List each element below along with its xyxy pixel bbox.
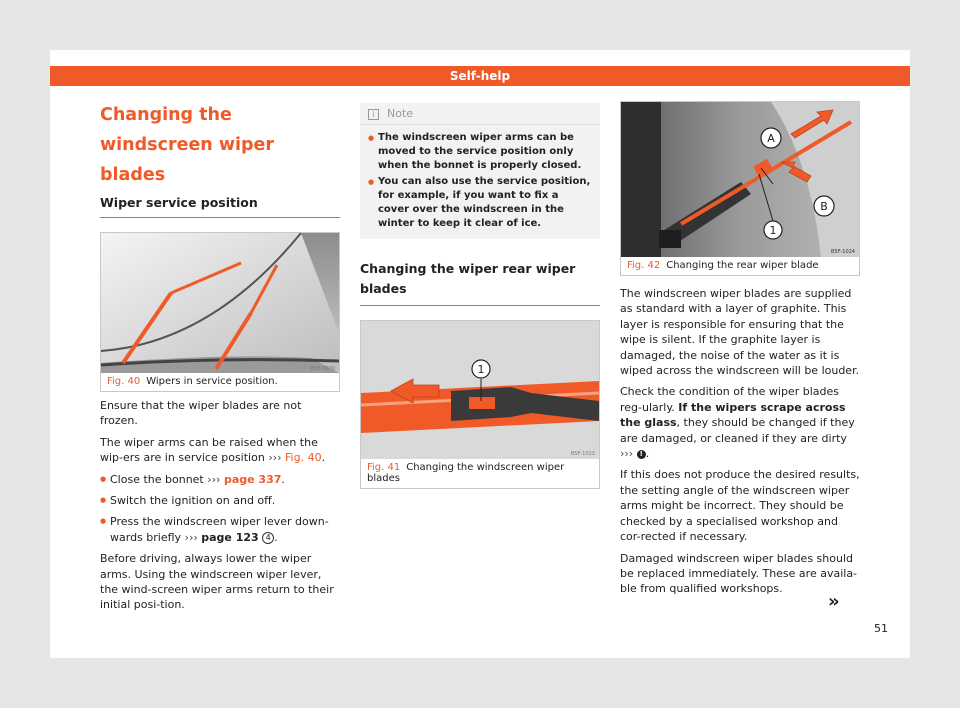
paragraph: The wiper arms can be raised when the wip-ers are in service position ››› Fig. 40. [100, 435, 326, 465]
blade-release-tab [469, 397, 495, 409]
note-box [360, 103, 600, 239]
page-title: Changing the windscreen wiper blades [100, 105, 275, 185]
section-header: Self-help [50, 66, 910, 86]
figure-caption: Fig. 42 Changing the rear wiper blade [621, 257, 859, 275]
paragraph: The windscreen wiper blades are supplied as standard with a layer of graphite. This layer is responsible for ensuring that the wipe is silent. If the graphite layer is damaged, the noise of the water as it is wiped across the windscreen will be louder. [620, 287, 860, 378]
figure-caption: Fig. 41 Changing the windscreen wiper blades [361, 459, 599, 488]
figure-40 [100, 232, 340, 392]
svg-text:B: B [820, 200, 828, 213]
info-icon: i [368, 109, 379, 120]
svg-text:A: A [767, 132, 775, 145]
warning-icon[interactable]: ! [637, 450, 646, 459]
list-item: ● Switch the ignition on and off. [100, 493, 340, 508]
subsection-title: Wiper service position [100, 194, 340, 218]
figure-code: B5F-0970 [310, 366, 335, 372]
page-number: 51 [874, 622, 888, 635]
figure-code: B5F-1023 [570, 451, 595, 457]
column-1 [100, 98, 340, 613]
wiper-service-illustration [101, 233, 339, 373]
continued-mark: » [828, 591, 840, 612]
svg-text:1: 1 [477, 363, 485, 376]
page-link[interactable]: page 337 [223, 472, 282, 486]
page-link[interactable]: page 123 [201, 530, 259, 544]
control-number-badge: 4 [262, 532, 274, 544]
cross-ref-arrow: ››› [268, 451, 282, 465]
section-title: Changing the wiper rear wiper blades [360, 259, 600, 306]
paragraph: If this does not produce the desired results, the setting angle of the windscreen wiper arms might be incorrect. They should be checked by a specialised workshop and cor-rected if necessary. [620, 468, 860, 544]
column-3 [620, 98, 860, 597]
note-item: ● The windscreen wiper arms can be moved to the service position only when the bonnet is properly closed. [368, 131, 592, 173]
paragraph: Ensure that the wiper blades are not frozen. [100, 399, 302, 428]
cross-ref-arrow: ››› [620, 447, 634, 461]
figure-41 [360, 320, 600, 489]
rear-wiper-illustration [621, 102, 859, 257]
list-item: ● Close the bonnet ››› page 337. [100, 472, 340, 487]
note-label: Note [387, 107, 414, 120]
figure-caption: Fig. 40 Wipers in service position. [101, 373, 339, 391]
note-item: ● You can also use the service position, for example, if you want to fix a cover over the windscreen in the winter to keep it clear of ice. [368, 175, 592, 231]
figure-link[interactable]: Fig. 40 [285, 451, 322, 465]
svg-text:1: 1 [769, 224, 777, 237]
paragraph: Damaged windscreen wiper blades should be replaced immediately. These are availa-ble from qualified workshops. [620, 551, 858, 596]
figure-42 [620, 101, 860, 276]
column-2 [360, 98, 600, 489]
figure-code: B5F-1024 [830, 249, 855, 255]
paragraph: Before driving, always lower the wiper arms. Using the windscreen wiper lever, the wind-screen wiper arms return to their initial posi-tion. [100, 552, 334, 612]
rear-wiper-blade-illustration [361, 321, 599, 459]
page [50, 50, 910, 658]
list-item: ● Press the windscreen wiper lever down-wards briefly ››› page 123 4 . [100, 514, 340, 545]
paragraph: Check the condition of the wiper blades reg-ularly. If the wipers scrape across the glass, they should be changed if they are damaged, or cleaned if they are dirty ››› ! . [620, 385, 855, 461]
